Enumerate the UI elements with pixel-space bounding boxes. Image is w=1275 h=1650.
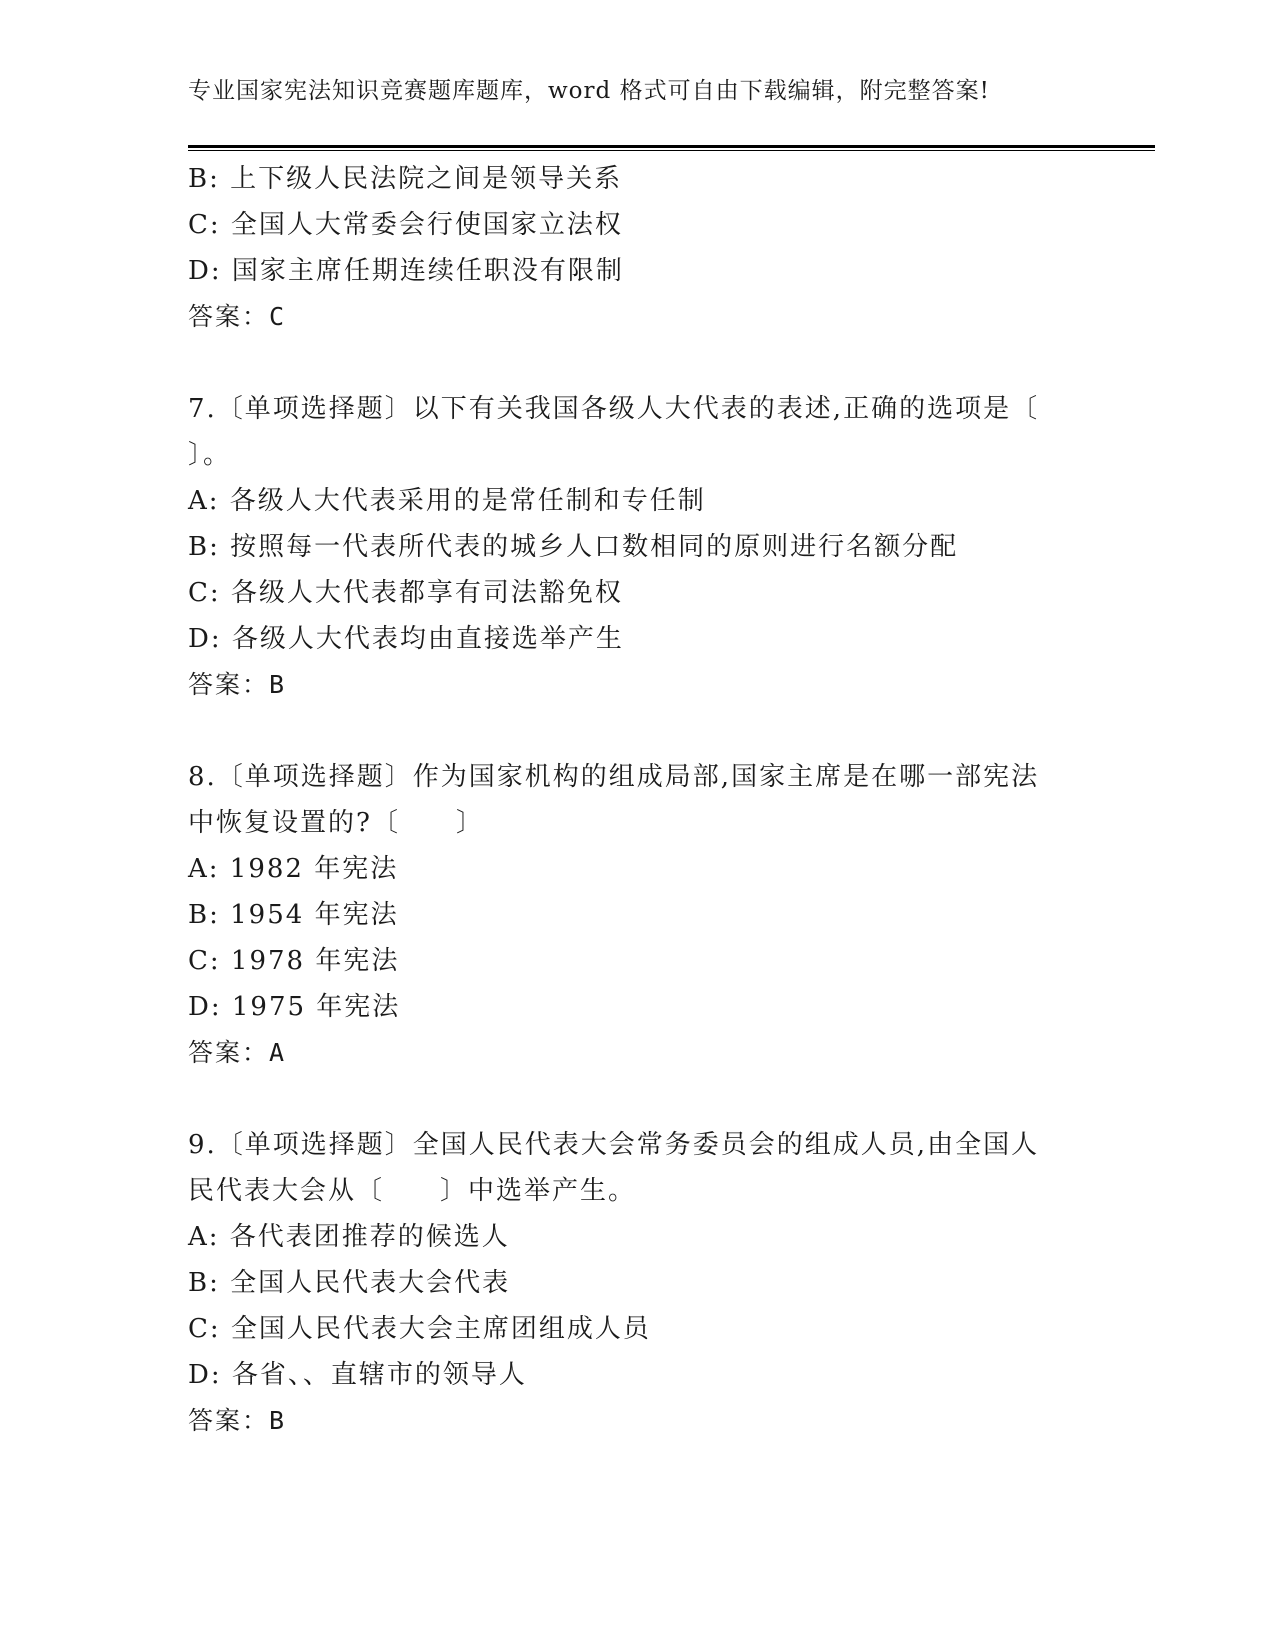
question-stem: 8.〔单项选择题〕作为国家机构的组成局部,国家主席是在哪一部宪法: [188, 762, 1040, 792]
option-b: B: 全国人民代表大会代表: [188, 1268, 511, 1298]
question-stem: 〕。: [188, 440, 232, 470]
option-c: C: 全国人大常委会行使国家立法权: [188, 210, 623, 240]
question-stem: 中恢复设置的?〔 〕: [188, 808, 484, 838]
spacer: [188, 708, 1088, 754]
option-c: C: 1978 年宪法: [188, 946, 400, 976]
answer-label: 答案：: [188, 670, 270, 699]
answer-value: B: [269, 670, 287, 699]
option-d: D: 1975 年宪法: [188, 992, 401, 1022]
answer-line: [188, 1030, 1088, 1076]
option-b: B: 按照每一代表所代表的城乡人口数相同的原则进行名额分配: [188, 532, 959, 562]
option-a: A: 1982 年宪法: [188, 854, 399, 884]
answer-label: 答案：: [188, 302, 270, 331]
option-d: D: 各级人大代表均由直接选举产生: [188, 624, 624, 654]
question-stem: 9.〔单项选择题〕全国人民代表大会常务委员会的组成人员,由全国人: [188, 1130, 1040, 1160]
question-9: [188, 1122, 1088, 1444]
spacer: [188, 1076, 1088, 1122]
answer-value: A: [269, 1038, 287, 1067]
header-rule-thin: [188, 150, 1155, 151]
option-d: D: 国家主席任期连续任职没有限制: [188, 256, 624, 286]
header-rule: [188, 145, 1155, 148]
question-8: [188, 754, 1088, 1076]
answer-line: [188, 662, 1088, 708]
page-header: 专业国家宪法知识竞赛题库题库，word 格式可自由下载编辑，附完整答案!: [188, 78, 990, 104]
option-b: B: 上下级人民法院之间是领导关系: [188, 164, 623, 194]
answer-label: 答案：: [188, 1038, 270, 1067]
option-d: D: 各省、、直辖市的领导人: [188, 1360, 527, 1390]
question-7: [188, 386, 1088, 708]
answer-value: B: [269, 1406, 287, 1435]
question-stem: 民代表大会从〔 〕中选举产生。: [188, 1176, 637, 1206]
option-a: A: 各代表团推荐的候选人: [188, 1222, 510, 1252]
answer-label: 答案：: [188, 1406, 270, 1435]
option-b: B: 1954 年宪法: [188, 900, 399, 930]
option-c: C: 全国人民代表大会主席团组成人员: [188, 1314, 651, 1344]
answer-value: C: [269, 302, 287, 331]
answer-line: [188, 294, 1088, 340]
question-stem: 7.〔单项选择题〕以下有关我国各级人大代表的表述,正确的选项是〔: [188, 394, 1040, 424]
spacer: [188, 340, 1088, 386]
document-body: [188, 156, 1088, 1444]
carryover-question: [188, 156, 1088, 340]
option-a: A: 各级人大代表采用的是常任制和专任制: [188, 486, 706, 516]
answer-line: [188, 1398, 1088, 1444]
option-c: C: 各级人大代表都享有司法豁免权: [188, 578, 623, 608]
